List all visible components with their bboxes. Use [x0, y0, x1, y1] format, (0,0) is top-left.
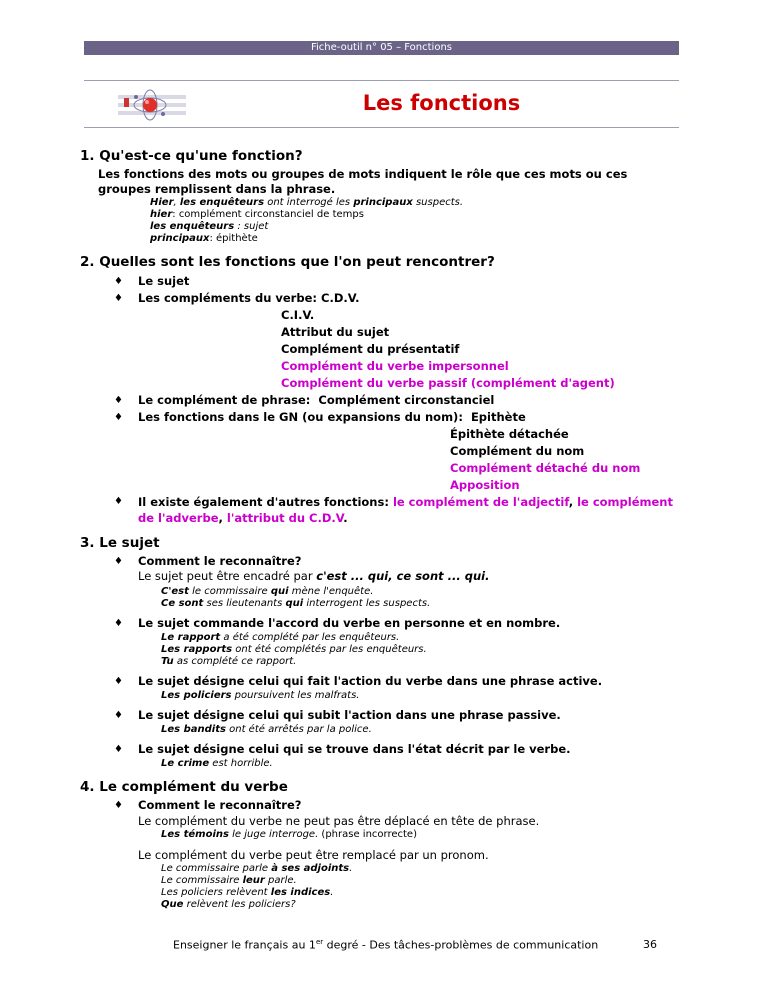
example-line: Les témoins le juge interroge. (phrase incorrecte)	[161, 829, 417, 840]
section-4	[80, 779, 690, 911]
bullet-item: ♦ Le complément de phrase: Complément circonstanciel	[114, 392, 690, 409]
bullet-list	[114, 798, 690, 813]
bullet-item: ♦ Les fonctions dans le GN (ou expansions du nom): Epithète	[114, 409, 690, 426]
bullet-list	[114, 673, 690, 690]
bullet-item: ♦ Le sujet	[114, 273, 690, 290]
example-line: Tu as complété ce rapport.	[161, 656, 297, 667]
sub-item: Complément du verbe passif (complément d'agent)	[281, 376, 615, 390]
example-line: Le rapport a été complété par les enquêteurs.	[161, 632, 400, 643]
bullet-item: ♦ Il existe également d'autres fonctions: le complément de l'adjectif, le complément de l'adverbe, l'attribut du C.D.V.	[114, 494, 690, 526]
page-header	[84, 41, 679, 55]
example-line: Le crime est horrible.	[161, 758, 273, 769]
section-2	[80, 254, 690, 526]
sub-item: Complément du nom	[450, 444, 585, 458]
lead-line: groupes remplissent dans la phrase.	[98, 182, 336, 196]
bullet-item: ♦ Comment le reconnaître?	[114, 554, 690, 569]
example-line: principaux: épithète	[150, 233, 258, 244]
bullet-item: ♦ Les compléments du verbe: C.D.V.	[114, 290, 690, 307]
footer-text: Enseigner le français au 1er degré - Des tâches-problèmes de communication	[173, 938, 599, 952]
sub-list	[281, 307, 690, 392]
example-line: Hier, les enquêteurs ont interrogé les principaux suspects.	[150, 197, 464, 208]
example-line: Les policiers poursuivent les malfrats.	[161, 690, 360, 701]
section-heading: 3. Le sujet	[80, 535, 160, 551]
sub-item: Complément détaché du nom	[450, 461, 641, 475]
bullet-item: ♦ Le sujet désigne celui qui fait l'action du verbe dans une phrase active.	[114, 673, 690, 690]
page-number: 36	[643, 938, 657, 951]
section-heading: 4. Le complément du verbe	[80, 779, 288, 795]
bullet-list	[114, 615, 690, 632]
section-3	[80, 535, 690, 770]
bullet-item: ♦ Comment le reconnaître?	[114, 798, 690, 813]
example-line: Les policiers relèvent les indices.	[161, 887, 334, 898]
sub-list	[450, 426, 690, 494]
section-heading: 1. Qu'est-ce qu'une fonction?	[80, 148, 303, 164]
sub-item: Épithète détachée	[450, 427, 569, 441]
page-title: Les fonctions	[362, 91, 521, 115]
header-text: Fiche-outil n° 05 – Fonctions	[310, 42, 452, 53]
document-body	[80, 148, 690, 920]
example-line: Que relèvent les policiers?	[161, 899, 296, 910]
sub-item: Complément du verbe impersonnel	[281, 359, 509, 373]
sub-item: C.I.V.	[281, 308, 315, 322]
bullet-item: ♦ Le sujet désigne celui qui se trouve dans l'état décrit par le verbe.	[114, 741, 690, 758]
example-line: Les rapports ont été complétés par les enquêteurs.	[161, 644, 427, 655]
bullet-list	[114, 707, 690, 724]
rule-text: Le complément du verbe peut être remplacé par un pronom.	[138, 848, 489, 862]
section-heading: 2. Quelles sont les fonctions que l'on peut rencontrer?	[80, 254, 495, 270]
atom-logo-icon	[116, 87, 188, 123]
rule-text: Le complément du verbe ne peut pas être déplacé en tête de phrase.	[138, 814, 540, 828]
example-line: Ce sont ses lieutenants qui interrogent les suspects.	[161, 598, 431, 609]
section-1	[80, 148, 690, 245]
sub-item: Apposition	[450, 478, 520, 492]
bullet-list	[114, 554, 690, 584]
bullet-list	[114, 741, 690, 758]
example-line: Le commissaire parle à ses adjoints.	[161, 863, 353, 874]
title-box	[84, 80, 679, 128]
lead-line: Les fonctions des mots ou groupes de mots indiquent le rôle que ces mots ou ces	[98, 167, 628, 181]
bullet-item: ♦ Le sujet désigne celui qui subit l'action dans une phrase passive.	[114, 707, 690, 724]
sub-item: Attribut du sujet	[281, 325, 390, 339]
rule-text: Le sujet peut être encadré par c'est ... qui, ce sont ... qui.	[138, 569, 490, 583]
example-line: les enquêteurs : sujet	[150, 221, 269, 232]
bullet-list	[114, 273, 690, 526]
bullet-item: ♦ Le sujet commande l'accord du verbe en personne et en nombre.	[114, 615, 690, 632]
sub-item: Complément du présentatif	[281, 342, 460, 356]
example-line: Le commissaire leur parle.	[161, 875, 297, 886]
example-line: C'est le commissaire qui mène l'enquête.	[161, 586, 374, 597]
example-line: Les bandits ont été arrêtés par la police.	[161, 724, 372, 735]
example-line: hier: complément circonstanciel de temps	[150, 209, 364, 220]
section-lead	[98, 167, 690, 197]
